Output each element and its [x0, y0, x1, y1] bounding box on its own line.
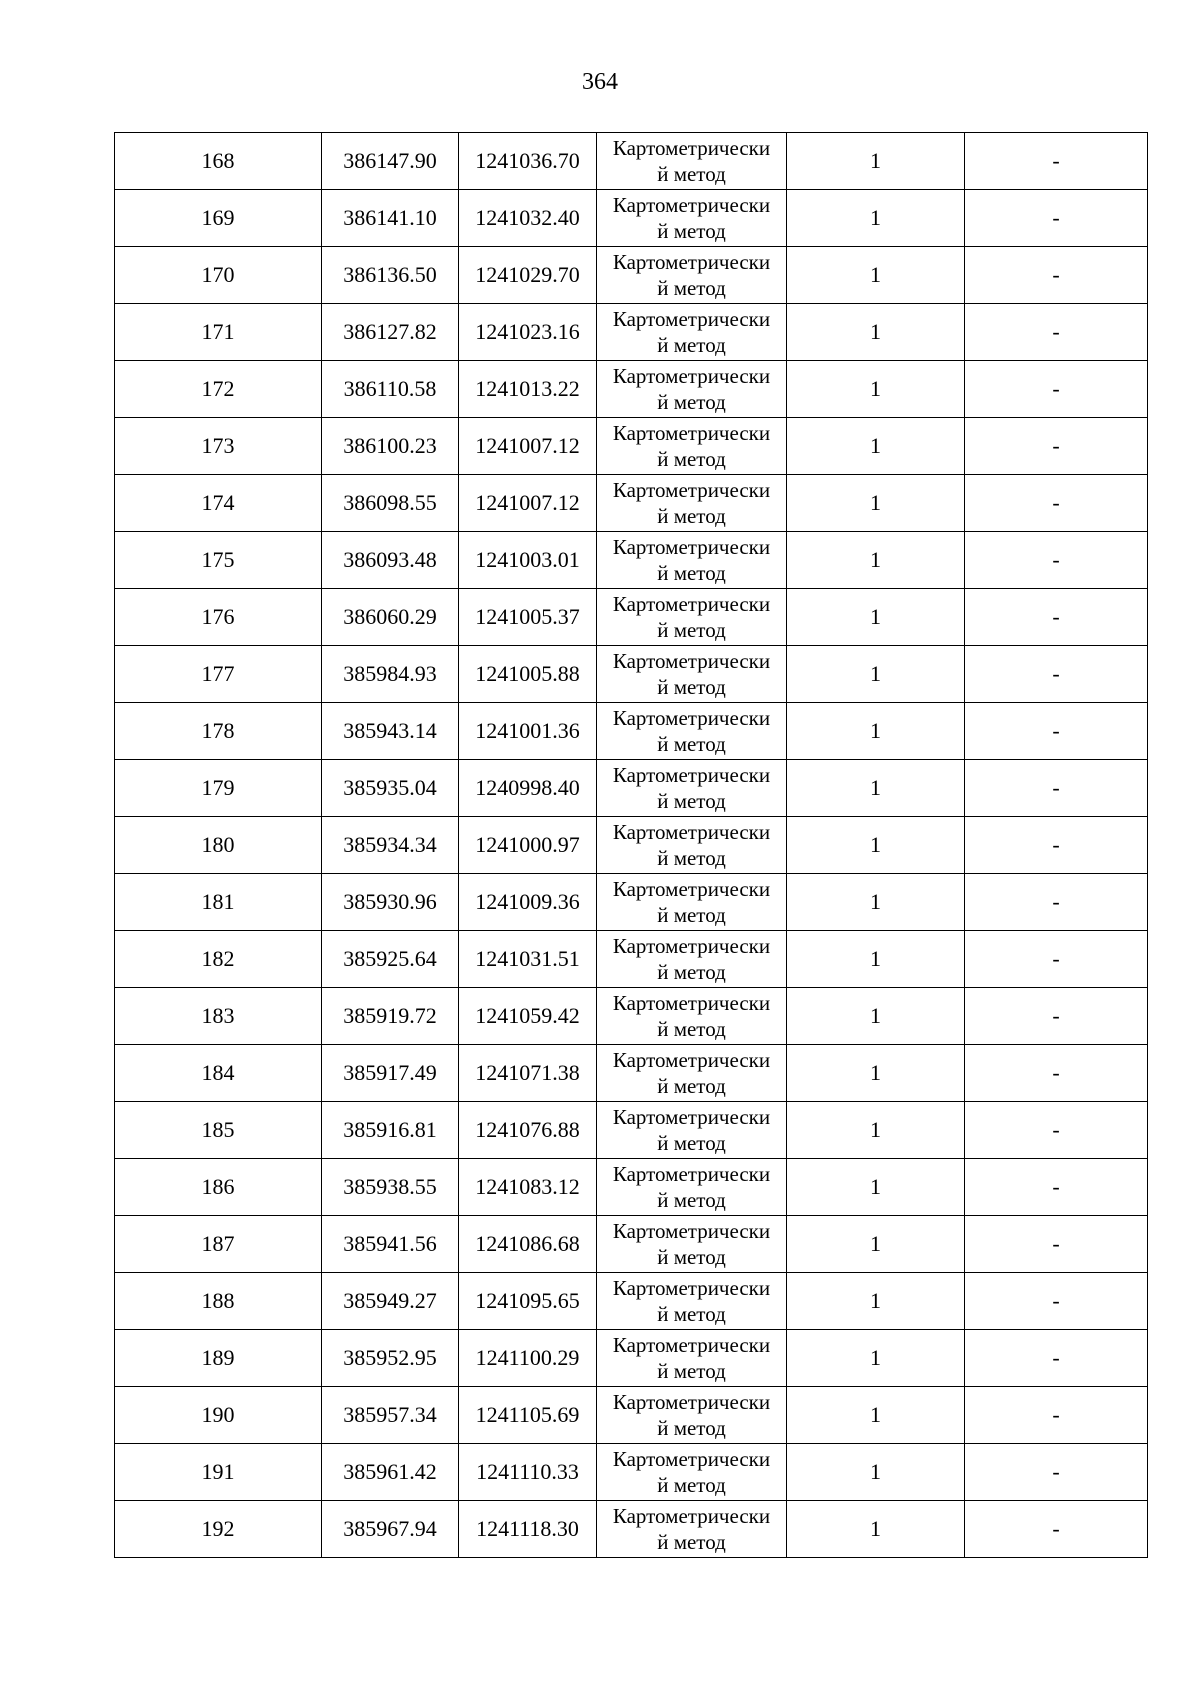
coord-y-cell: 1241007.12 — [459, 418, 597, 475]
precision-cell: 1 — [787, 190, 965, 247]
method-text-line-2: й метод — [657, 1359, 726, 1383]
precision-cell: 1 — [787, 931, 965, 988]
method-cell — [597, 1273, 787, 1330]
point-number-cell: 178 — [115, 703, 322, 760]
method-cell — [597, 418, 787, 475]
method-text-line-2: й метод — [657, 1302, 726, 1326]
method-cell — [597, 1501, 787, 1558]
table-row — [115, 1273, 1148, 1330]
method-text-line-2: й метод — [657, 162, 726, 186]
precision-cell: 1 — [787, 1273, 965, 1330]
coord-x-cell: 385952.95 — [322, 1330, 459, 1387]
note-cell: - — [965, 1102, 1148, 1159]
coord-y-cell: 1241076.88 — [459, 1102, 597, 1159]
method-text-line-2: й метод — [657, 1416, 726, 1440]
precision-cell: 1 — [787, 1330, 965, 1387]
note-cell: - — [965, 190, 1148, 247]
point-number-cell: 173 — [115, 418, 322, 475]
table-row — [115, 133, 1148, 190]
point-number-cell: 176 — [115, 589, 322, 646]
precision-cell: 1 — [787, 1216, 965, 1273]
note-cell: - — [965, 1216, 1148, 1273]
note-cell: - — [965, 589, 1148, 646]
table-row — [115, 1501, 1148, 1558]
method-text-line-1: Картометрически — [612, 1219, 771, 1243]
coord-x-cell: 385943.14 — [322, 703, 459, 760]
coord-x-cell: 385949.27 — [322, 1273, 459, 1330]
method-text-line-1: Картометрически — [612, 763, 771, 787]
method-text-line-2: й метод — [657, 390, 726, 414]
precision-cell: 1 — [787, 703, 965, 760]
note-cell: - — [965, 1159, 1148, 1216]
note-cell: - — [965, 304, 1148, 361]
method-cell — [597, 988, 787, 1045]
precision-cell: 1 — [787, 646, 965, 703]
method-text-line-1: Картометрически — [612, 307, 771, 331]
table-row — [115, 874, 1148, 931]
method-text-line-1: Картометрически — [612, 1390, 771, 1414]
precision-cell: 1 — [787, 1045, 965, 1102]
note-cell: - — [965, 760, 1148, 817]
point-number-cell: 185 — [115, 1102, 322, 1159]
table-row — [115, 247, 1148, 304]
table-row — [115, 190, 1148, 247]
coord-y-cell: 1241110.33 — [459, 1444, 597, 1501]
note-cell: - — [965, 1387, 1148, 1444]
table-row — [115, 931, 1148, 988]
method-text-line-2: й метод — [657, 1074, 726, 1098]
point-number-cell: 180 — [115, 817, 322, 874]
method-cell — [597, 532, 787, 589]
coord-y-cell: 1241005.37 — [459, 589, 597, 646]
coord-x-cell: 386110.58 — [322, 361, 459, 418]
method-text-line-2: й метод — [657, 561, 726, 585]
point-number-cell: 172 — [115, 361, 322, 418]
method-text-line-2: й метод — [657, 333, 726, 357]
coord-x-cell: 386141.10 — [322, 190, 459, 247]
note-cell: - — [965, 475, 1148, 532]
coord-x-cell: 385935.04 — [322, 760, 459, 817]
coord-y-cell: 1241029.70 — [459, 247, 597, 304]
precision-cell: 1 — [787, 247, 965, 304]
coord-y-cell: 1241001.36 — [459, 703, 597, 760]
table-row — [115, 1330, 1148, 1387]
method-text-line-1: Картометрически — [612, 421, 771, 445]
method-cell — [597, 646, 787, 703]
method-cell — [597, 304, 787, 361]
method-text-line-2: й метод — [657, 675, 726, 699]
coord-y-cell: 1240998.40 — [459, 760, 597, 817]
method-text-line-2: й метод — [657, 789, 726, 813]
coord-y-cell: 1241009.36 — [459, 874, 597, 931]
method-cell — [597, 817, 787, 874]
note-cell: - — [965, 1273, 1148, 1330]
coord-x-cell: 386136.50 — [322, 247, 459, 304]
point-number-cell: 170 — [115, 247, 322, 304]
table-row — [115, 1159, 1148, 1216]
precision-cell: 1 — [787, 133, 965, 190]
table-row — [115, 304, 1148, 361]
note-cell: - — [965, 703, 1148, 760]
coord-x-cell: 386093.48 — [322, 532, 459, 589]
precision-cell: 1 — [787, 361, 965, 418]
point-number-cell: 186 — [115, 1159, 322, 1216]
method-cell — [597, 1330, 787, 1387]
method-text-line-1: Картометрически — [612, 1333, 771, 1357]
point-number-cell: 171 — [115, 304, 322, 361]
coord-y-cell: 1241013.22 — [459, 361, 597, 418]
method-text-line-1: Картометрически — [612, 1276, 771, 1300]
method-cell — [597, 1387, 787, 1444]
coord-y-cell: 1241105.69 — [459, 1387, 597, 1444]
coord-y-cell: 1241007.12 — [459, 475, 597, 532]
table-row — [115, 646, 1148, 703]
table-row — [115, 1216, 1148, 1273]
method-text-line-1: Картометрически — [612, 649, 771, 673]
method-text-line-2: й метод — [657, 960, 726, 984]
point-number-cell: 182 — [115, 931, 322, 988]
coord-x-cell: 385984.93 — [322, 646, 459, 703]
table-row — [115, 1045, 1148, 1102]
note-cell: - — [965, 247, 1148, 304]
precision-cell: 1 — [787, 817, 965, 874]
precision-cell: 1 — [787, 1501, 965, 1558]
method-cell — [597, 703, 787, 760]
coord-x-cell: 385941.56 — [322, 1216, 459, 1273]
precision-cell: 1 — [787, 475, 965, 532]
note-cell: - — [965, 1501, 1148, 1558]
coord-y-cell: 1241032.40 — [459, 190, 597, 247]
coord-x-cell: 385938.55 — [322, 1159, 459, 1216]
method-text-line-2: й метод — [657, 1131, 726, 1155]
method-text-line-2: й метод — [657, 1530, 726, 1554]
point-number-cell: 174 — [115, 475, 322, 532]
table-row — [115, 817, 1148, 874]
method-text-line-2: й метод — [657, 618, 726, 642]
coordinates-table-body — [115, 133, 1148, 1558]
method-text-line-2: й метод — [657, 219, 726, 243]
coord-y-cell: 1241095.65 — [459, 1273, 597, 1330]
precision-cell: 1 — [787, 760, 965, 817]
coord-x-cell: 386098.55 — [322, 475, 459, 532]
coord-y-cell: 1241118.30 — [459, 1501, 597, 1558]
note-cell: - — [965, 931, 1148, 988]
coord-y-cell: 1241005.88 — [459, 646, 597, 703]
table-row — [115, 760, 1148, 817]
method-text-line-1: Картометрически — [612, 364, 771, 388]
coord-x-cell: 386060.29 — [322, 589, 459, 646]
method-text-line-2: й метод — [657, 1245, 726, 1269]
method-text-line-1: Картометрически — [612, 820, 771, 844]
method-cell — [597, 247, 787, 304]
note-cell: - — [965, 874, 1148, 931]
method-cell — [597, 874, 787, 931]
point-number-cell: 183 — [115, 988, 322, 1045]
method-cell — [597, 760, 787, 817]
method-cell — [597, 475, 787, 532]
precision-cell: 1 — [787, 874, 965, 931]
point-number-cell: 168 — [115, 133, 322, 190]
method-text-line-1: Картометрически — [612, 1447, 771, 1471]
method-text-line-1: Картометрически — [612, 535, 771, 559]
point-number-cell: 177 — [115, 646, 322, 703]
table-row — [115, 361, 1148, 418]
method-text-line-1: Картометрически — [612, 1105, 771, 1129]
precision-cell: 1 — [787, 988, 965, 1045]
coordinates-table — [114, 132, 1148, 1558]
coord-x-cell: 385919.72 — [322, 988, 459, 1045]
coord-y-cell: 1241023.16 — [459, 304, 597, 361]
table-row — [115, 418, 1148, 475]
method-text-line-1: Картометрически — [612, 1048, 771, 1072]
precision-cell: 1 — [787, 1387, 965, 1444]
note-cell: - — [965, 361, 1148, 418]
method-text-line-2: й метод — [657, 447, 726, 471]
method-cell — [597, 1045, 787, 1102]
coord-x-cell: 385967.94 — [322, 1501, 459, 1558]
point-number-cell: 187 — [115, 1216, 322, 1273]
method-text-line-2: й метод — [657, 276, 726, 300]
method-text-line-2: й метод — [657, 732, 726, 756]
precision-cell: 1 — [787, 589, 965, 646]
note-cell: - — [965, 1045, 1148, 1102]
method-text-line-2: й метод — [657, 1473, 726, 1497]
method-text-line-1: Картометрически — [612, 706, 771, 730]
method-cell — [597, 1444, 787, 1501]
method-text-line-1: Картометрически — [612, 592, 771, 616]
coord-y-cell: 1241083.12 — [459, 1159, 597, 1216]
coord-y-cell: 1241000.97 — [459, 817, 597, 874]
method-cell — [597, 1159, 787, 1216]
precision-cell: 1 — [787, 1159, 965, 1216]
point-number-cell: 175 — [115, 532, 322, 589]
coord-x-cell: 386147.90 — [322, 133, 459, 190]
precision-cell: 1 — [787, 1102, 965, 1159]
method-text-line-1: Картометрически — [612, 934, 771, 958]
table-row — [115, 988, 1148, 1045]
coord-y-cell: 1241071.38 — [459, 1045, 597, 1102]
note-cell: - — [965, 988, 1148, 1045]
method-text-line-2: й метод — [657, 903, 726, 927]
coord-x-cell: 385916.81 — [322, 1102, 459, 1159]
table-row — [115, 589, 1148, 646]
precision-cell: 1 — [787, 304, 965, 361]
method-text-line-1: Картометрически — [612, 877, 771, 901]
point-number-cell: 192 — [115, 1501, 322, 1558]
coord-x-cell: 385934.34 — [322, 817, 459, 874]
coord-y-cell: 1241036.70 — [459, 133, 597, 190]
method-text-line-2: й метод — [657, 504, 726, 528]
point-number-cell: 191 — [115, 1444, 322, 1501]
point-number-cell: 169 — [115, 190, 322, 247]
method-text-line-1: Картометрически — [612, 991, 771, 1015]
point-number-cell: 190 — [115, 1387, 322, 1444]
coord-x-cell: 386100.23 — [322, 418, 459, 475]
coord-y-cell: 1241100.29 — [459, 1330, 597, 1387]
table-row — [115, 1387, 1148, 1444]
table-row — [115, 1102, 1148, 1159]
method-text-line-2: й метод — [657, 846, 726, 870]
coord-x-cell: 386127.82 — [322, 304, 459, 361]
table-row — [115, 703, 1148, 760]
note-cell: - — [965, 817, 1148, 874]
coord-y-cell: 1241031.51 — [459, 931, 597, 988]
method-text-line-1: Картометрически — [612, 1162, 771, 1186]
method-cell — [597, 1102, 787, 1159]
note-cell: - — [965, 133, 1148, 190]
method-cell — [597, 361, 787, 418]
coord-y-cell: 1241086.68 — [459, 1216, 597, 1273]
precision-cell: 1 — [787, 532, 965, 589]
method-text-line-1: Картометрически — [612, 478, 771, 502]
method-text-line-2: й метод — [657, 1188, 726, 1212]
note-cell: - — [965, 646, 1148, 703]
method-text-line-1: Картометрически — [612, 136, 771, 160]
coord-y-cell: 1241003.01 — [459, 532, 597, 589]
point-number-cell: 189 — [115, 1330, 322, 1387]
coord-x-cell: 385957.34 — [322, 1387, 459, 1444]
method-cell — [597, 190, 787, 247]
coord-x-cell: 385925.64 — [322, 931, 459, 988]
point-number-cell: 181 — [115, 874, 322, 931]
method-text-line-1: Картометрически — [612, 250, 771, 274]
method-text-line-1: Картометрически — [612, 1504, 771, 1528]
point-number-cell: 184 — [115, 1045, 322, 1102]
note-cell: - — [965, 1330, 1148, 1387]
precision-cell: 1 — [787, 418, 965, 475]
method-text-line-2: й метод — [657, 1017, 726, 1041]
method-text-line-1: Картометрически — [612, 193, 771, 217]
table-row — [115, 532, 1148, 589]
precision-cell: 1 — [787, 1444, 965, 1501]
table-row — [115, 1444, 1148, 1501]
table-row — [115, 475, 1148, 532]
note-cell: - — [965, 1444, 1148, 1501]
point-number-cell: 188 — [115, 1273, 322, 1330]
coord-x-cell: 385930.96 — [322, 874, 459, 931]
page-number: 364 — [582, 69, 618, 95]
point-number-cell: 179 — [115, 760, 322, 817]
coord-y-cell: 1241059.42 — [459, 988, 597, 1045]
note-cell: - — [965, 418, 1148, 475]
coord-x-cell: 385961.42 — [322, 1444, 459, 1501]
method-cell — [597, 931, 787, 988]
coord-x-cell: 385917.49 — [322, 1045, 459, 1102]
note-cell: - — [965, 532, 1148, 589]
method-cell — [597, 133, 787, 190]
method-cell — [597, 1216, 787, 1273]
method-cell — [597, 589, 787, 646]
